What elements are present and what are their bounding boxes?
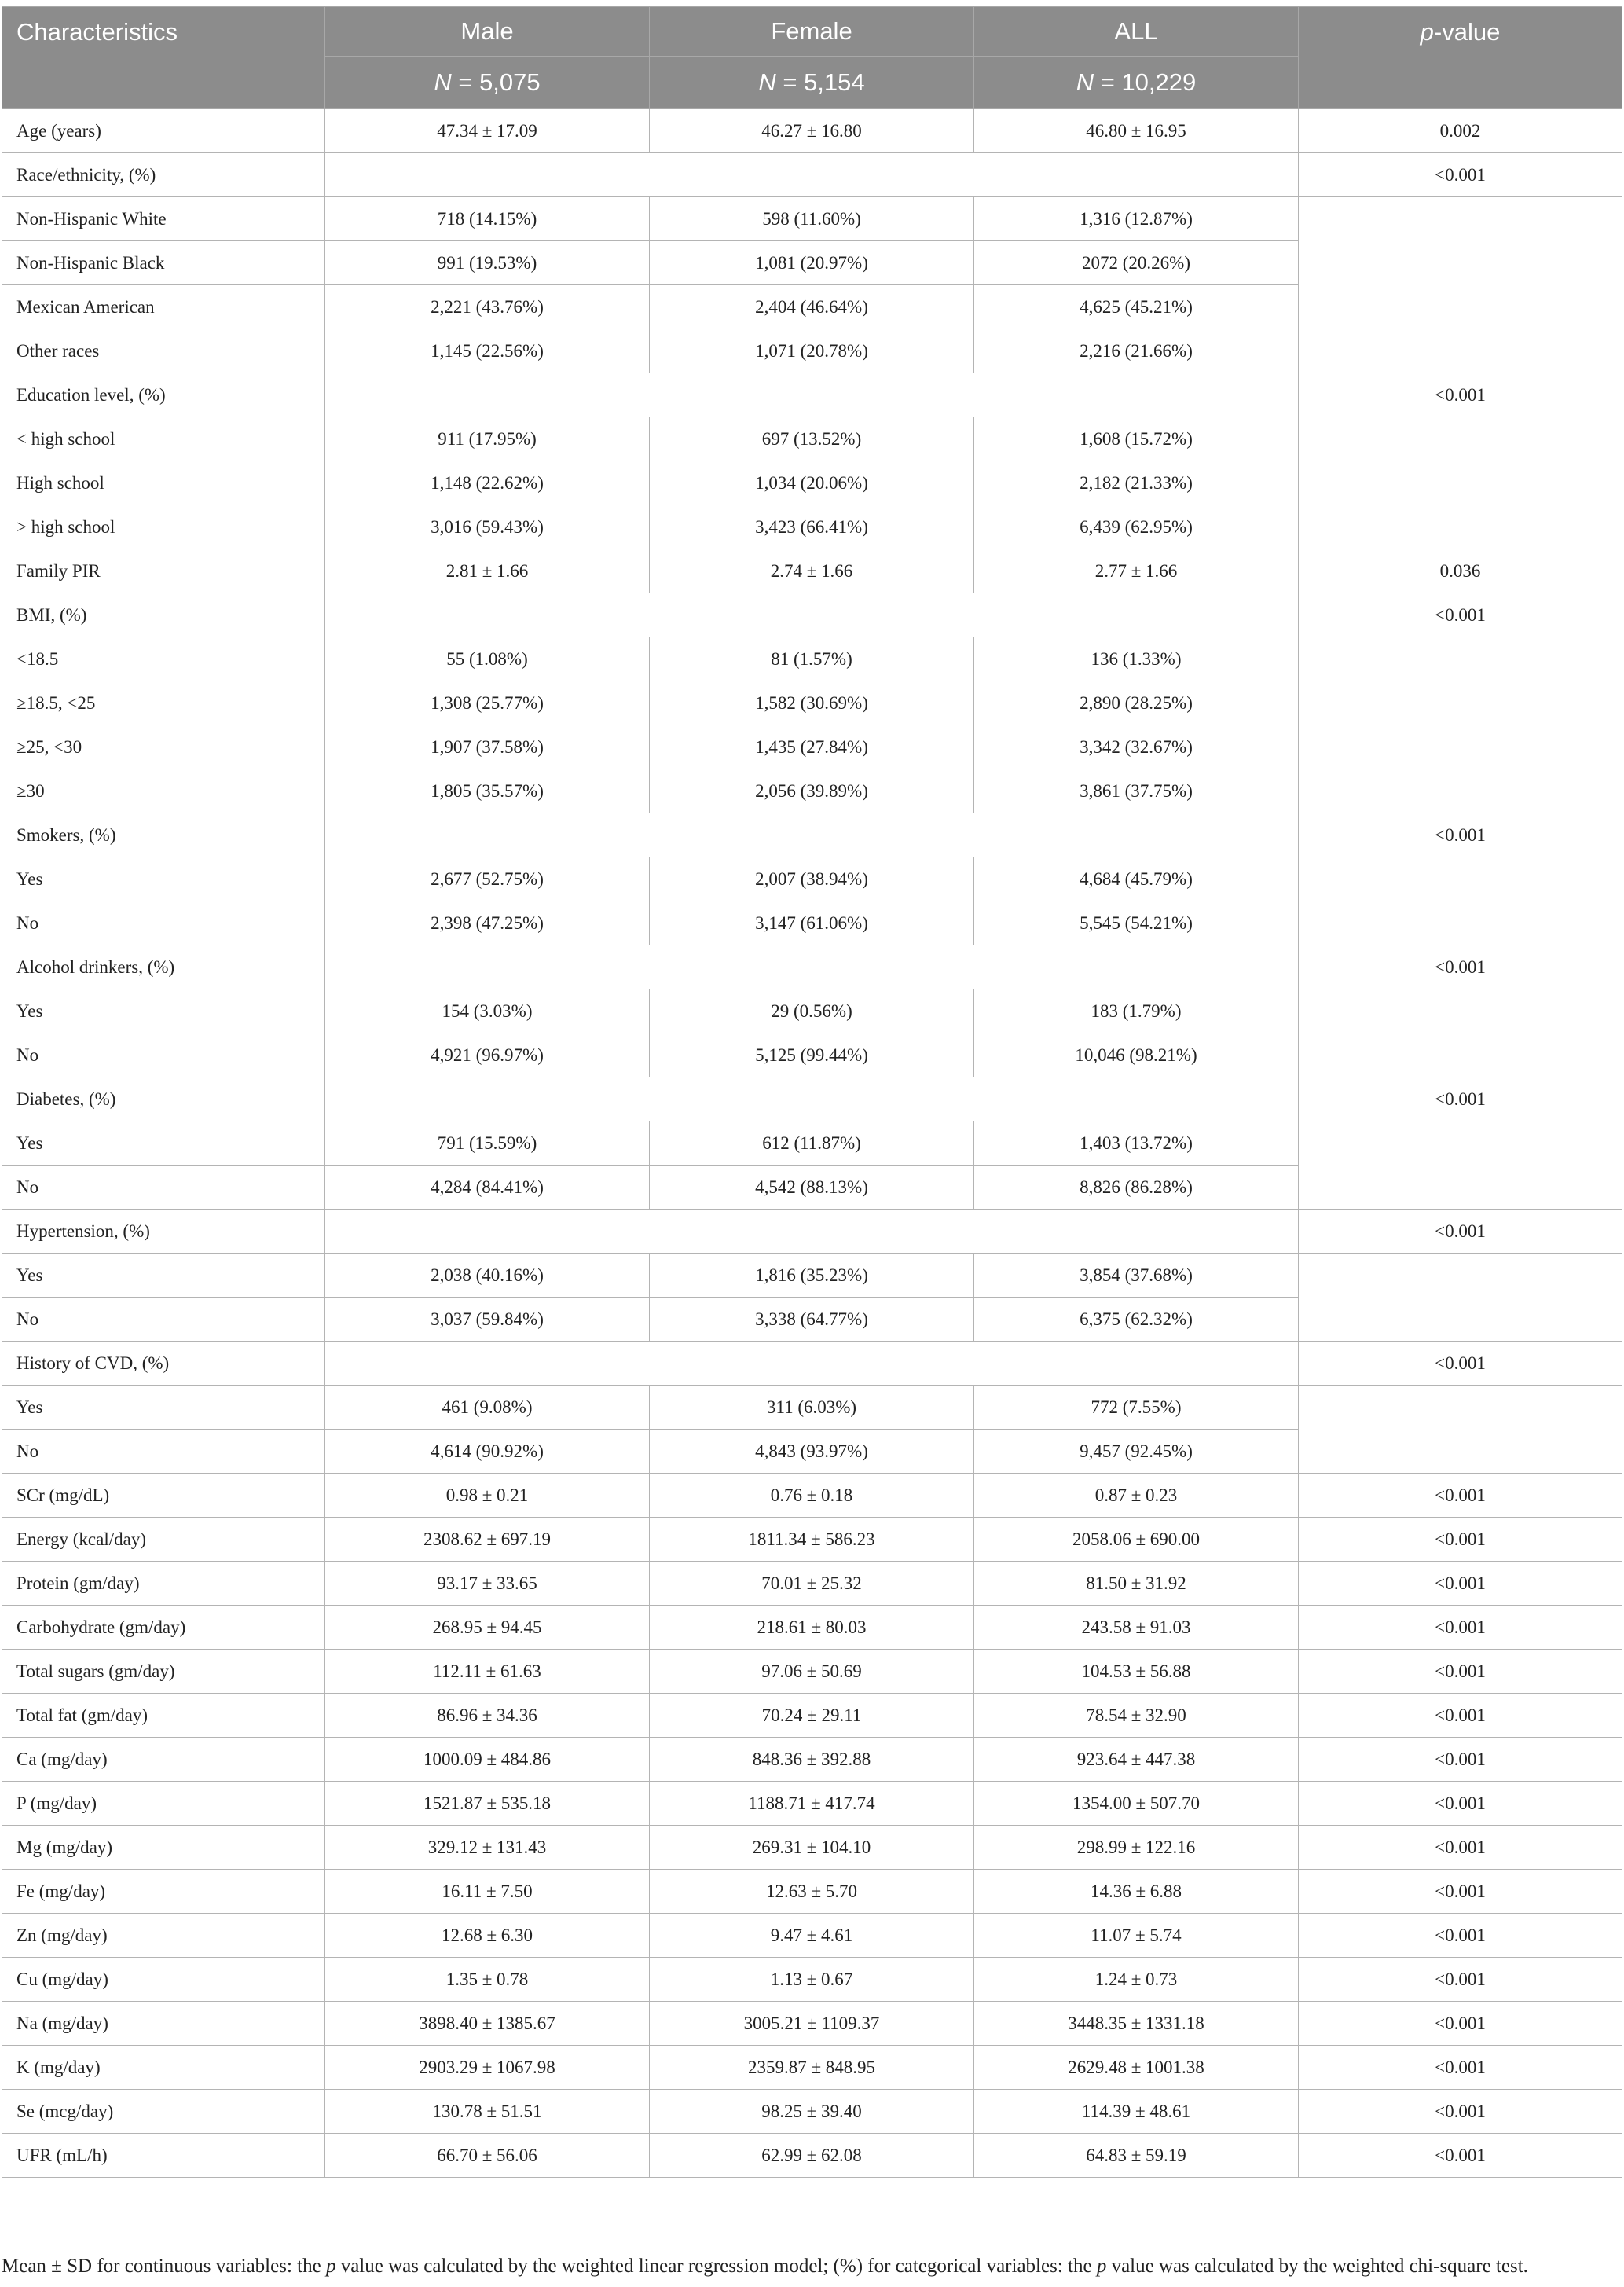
p-value-cell: <0.001: [1299, 1650, 1622, 1694]
all-cell: 14.36 ± 6.88: [974, 1870, 1299, 1914]
row-label: ≥18.5, <25: [2, 681, 325, 725]
p-value-cell: <0.001: [1299, 1342, 1622, 1386]
row-label: ≥30: [2, 769, 325, 813]
male-cell: 130.78 ± 51.51: [325, 2090, 650, 2134]
female-cell: 98.25 ± 39.40: [650, 2090, 974, 2134]
male-cell: 16.11 ± 7.50: [325, 1870, 650, 1914]
row-label: Yes: [2, 1121, 325, 1166]
row-label: Yes: [2, 989, 325, 1033]
row-label: No: [2, 1430, 325, 1474]
female-cell: 62.99 ± 62.08: [650, 2134, 974, 2178]
row-label: Na (mg/day): [2, 2002, 325, 2046]
table-row: [2, 989, 1622, 1033]
all-cell: 1,608 (15.72%): [974, 417, 1299, 461]
p-value-cell: 0.036: [1299, 549, 1622, 593]
row-label: No: [2, 1298, 325, 1342]
row-label: Smokers, (%): [2, 813, 325, 857]
row-label: Alcohol drinkers, (%): [2, 945, 325, 989]
female-cell: 70.24 ± 29.11: [650, 1694, 974, 1738]
group-row: [2, 945, 1622, 989]
all-cell: 1354.00 ± 507.70: [974, 1782, 1299, 1826]
header-male-n: N = 5,075: [325, 57, 650, 109]
female-cell: 12.63 ± 5.70: [650, 1870, 974, 1914]
all-cell: 183 (1.79%): [974, 989, 1299, 1033]
p-value-merged-cell: [1299, 1254, 1622, 1342]
male-cell: 911 (17.95%): [325, 417, 650, 461]
p-value-cell: <0.001: [1299, 153, 1622, 197]
row-label: History of CVD, (%): [2, 1342, 325, 1386]
group-row: [2, 1210, 1622, 1254]
row-label: Zn (mg/day): [2, 1914, 325, 1958]
female-cell: 9.47 ± 4.61: [650, 1914, 974, 1958]
row-label: K (mg/day): [2, 2046, 325, 2090]
n-label: N: [1076, 68, 1094, 96]
table-row: [2, 1606, 1622, 1650]
table-row: [2, 1694, 1622, 1738]
female-cell: 2359.87 ± 848.95: [650, 2046, 974, 2090]
female-cell: 1,816 (35.23%): [650, 1254, 974, 1298]
all-cell: 64.83 ± 59.19: [974, 2134, 1299, 2178]
row-label: Carbohydrate (gm/day): [2, 1606, 325, 1650]
row-label: No: [2, 1166, 325, 1210]
male-cell: 3,016 (59.43%): [325, 505, 650, 549]
group-spacer: [325, 1077, 1299, 1121]
all-cell: 11.07 ± 5.74: [974, 1914, 1299, 1958]
all-cell: 1,316 (12.87%): [974, 197, 1299, 241]
group-spacer: [325, 813, 1299, 857]
all-cell: 81.50 ± 31.92: [974, 1562, 1299, 1606]
male-cell: 4,921 (96.97%): [325, 1033, 650, 1077]
male-cell: 66.70 ± 56.06: [325, 2134, 650, 2178]
all-cell: 5,545 (54.21%): [974, 901, 1299, 945]
table-row: [2, 1254, 1622, 1298]
p-value-merged-cell: [1299, 197, 1622, 373]
p-value-cell: 0.002: [1299, 109, 1622, 153]
p-value-cell: <0.001: [1299, 1210, 1622, 1254]
table-row: [2, 857, 1622, 901]
header-characteristics: Characteristics: [2, 7, 325, 109]
p-value-cell: <0.001: [1299, 593, 1622, 637]
p-value-cell: <0.001: [1299, 2002, 1622, 2046]
row-label: Yes: [2, 1386, 325, 1430]
header-female-n: N = 5,154: [650, 57, 974, 109]
p-value-merged-cell: [1299, 417, 1622, 549]
female-cell: 3,338 (64.77%): [650, 1298, 974, 1342]
male-cell: 1,907 (37.58%): [325, 725, 650, 769]
p-value-merged-cell: [1299, 1121, 1622, 1210]
male-cell: 4,614 (90.92%): [325, 1430, 650, 1474]
row-label: SCr (mg/dL): [2, 1474, 325, 1518]
male-cell: 93.17 ± 33.65: [325, 1562, 650, 1606]
table-row: [2, 2134, 1622, 2178]
female-cell: 2,056 (39.89%): [650, 769, 974, 813]
p-value-cell: <0.001: [1299, 1077, 1622, 1121]
p-value-cell: <0.001: [1299, 1870, 1622, 1914]
table-row: [2, 549, 1622, 593]
header-female: Female: [650, 7, 974, 57]
male-cell: 3,037 (59.84%): [325, 1298, 650, 1342]
all-cell: 2,216 (21.66%): [974, 329, 1299, 373]
all-cell: 1.24 ± 0.73: [974, 1958, 1299, 2002]
p-value-cell: <0.001: [1299, 2046, 1622, 2090]
row-label: P (mg/day): [2, 1782, 325, 1826]
female-cell: 97.06 ± 50.69: [650, 1650, 974, 1694]
table-row: [2, 1826, 1622, 1870]
table-row: [2, 1958, 1622, 2002]
female-cell: 1.13 ± 0.67: [650, 1958, 974, 2002]
all-cell: 104.53 ± 56.88: [974, 1650, 1299, 1694]
male-cell: 55 (1.08%): [325, 637, 650, 681]
table-body: [2, 109, 1622, 2178]
male-cell: 3898.40 ± 1385.67: [325, 2002, 650, 2046]
all-cell: 3,854 (37.68%): [974, 1254, 1299, 1298]
all-cell: 3,861 (37.75%): [974, 769, 1299, 813]
male-cell: 329.12 ± 131.43: [325, 1826, 650, 1870]
table-row: [2, 1121, 1622, 1166]
all-cell: 2058.06 ± 690.00: [974, 1518, 1299, 1562]
all-cell: 4,625 (45.21%): [974, 285, 1299, 329]
table-row: [2, 2046, 1622, 2090]
row-label: ≥25, <30: [2, 725, 325, 769]
male-cell: 86.96 ± 34.36: [325, 1694, 650, 1738]
all-cell: 243.58 ± 91.03: [974, 1606, 1299, 1650]
female-cell: 4,843 (93.97%): [650, 1430, 974, 1474]
male-cell: 1,145 (22.56%): [325, 329, 650, 373]
table-row: [2, 637, 1622, 681]
table-row: [2, 1562, 1622, 1606]
row-label: High school: [2, 461, 325, 505]
male-cell: 1000.09 ± 484.86: [325, 1738, 650, 1782]
row-label: No: [2, 901, 325, 945]
female-cell: 81 (1.57%): [650, 637, 974, 681]
p-value-merged-cell: [1299, 989, 1622, 1077]
row-label: Yes: [2, 1254, 325, 1298]
all-cell: 3448.35 ± 1331.18: [974, 2002, 1299, 2046]
male-cell: 1521.87 ± 535.18: [325, 1782, 650, 1826]
header-all: ALL: [974, 7, 1299, 57]
row-label: Energy (kcal/day): [2, 1518, 325, 1562]
table-row: [2, 1738, 1622, 1782]
male-cell: 1,805 (35.57%): [325, 769, 650, 813]
row-label: Other races: [2, 329, 325, 373]
p-value-cell: <0.001: [1299, 1562, 1622, 1606]
p-value-cell: <0.001: [1299, 1694, 1622, 1738]
p-value-cell: <0.001: [1299, 1914, 1622, 1958]
female-cell: 70.01 ± 25.32: [650, 1562, 974, 1606]
female-cell: 1,034 (20.06%): [650, 461, 974, 505]
header-p-italic: p: [1420, 18, 1434, 46]
row-label: Mexican American: [2, 285, 325, 329]
header-all-n: N = 10,229: [974, 57, 1299, 109]
all-cell: 298.99 ± 122.16: [974, 1826, 1299, 1870]
all-cell: 46.80 ± 16.95: [974, 109, 1299, 153]
table-row: [2, 1782, 1622, 1826]
female-cell: 1,435 (27.84%): [650, 725, 974, 769]
p-value-cell: <0.001: [1299, 1738, 1622, 1782]
group-spacer: [325, 153, 1299, 197]
male-cell: 461 (9.08%): [325, 1386, 650, 1430]
all-cell: 2,182 (21.33%): [974, 461, 1299, 505]
female-cell: 4,542 (88.13%): [650, 1166, 974, 1210]
table-row: [2, 1474, 1622, 1518]
p-value-merged-cell: [1299, 1386, 1622, 1474]
header-p-rest: -value: [1433, 18, 1501, 46]
table-row: [2, 109, 1622, 153]
row-label: Ca (mg/day): [2, 1738, 325, 1782]
male-cell: 2903.29 ± 1067.98: [325, 2046, 650, 2090]
male-cell: 2.81 ± 1.66: [325, 549, 650, 593]
p-value-cell: <0.001: [1299, 1958, 1622, 2002]
row-label: Family PIR: [2, 549, 325, 593]
p-value-cell: <0.001: [1299, 2090, 1622, 2134]
table-row: [2, 197, 1622, 241]
row-label: Non-Hispanic Black: [2, 241, 325, 285]
female-cell: 1188.71 ± 417.74: [650, 1782, 974, 1826]
row-label: Cu (mg/day): [2, 1958, 325, 2002]
p-value-cell: <0.001: [1299, 1518, 1622, 1562]
all-cell: 6,375 (62.32%): [974, 1298, 1299, 1342]
all-cell: 2072 (20.26%): [974, 241, 1299, 285]
table-footnote: Mean ± SD for continuous variables: the p value was calculated by the weighted linear regression model; (%) for categorical variables: the p value was calculated by the weighted chi-square test.: [2, 2256, 1528, 2277]
all-cell: 0.87 ± 0.23: [974, 1474, 1299, 1518]
p-value-cell: <0.001: [1299, 813, 1622, 857]
all-cell: 772 (7.55%): [974, 1386, 1299, 1430]
female-cell: 3,147 (61.06%): [650, 901, 974, 945]
row-label: > high school: [2, 505, 325, 549]
all-cell: 9,457 (92.45%): [974, 1430, 1299, 1474]
all-cell: 6,439 (62.95%): [974, 505, 1299, 549]
female-cell: 2.74 ± 1.66: [650, 549, 974, 593]
female-cell: 3005.21 ± 1109.37: [650, 2002, 974, 2046]
male-cell: 2,038 (40.16%): [325, 1254, 650, 1298]
group-spacer: [325, 593, 1299, 637]
table-row: [2, 417, 1622, 461]
male-cell: 1,148 (22.62%): [325, 461, 650, 505]
male-cell: 791 (15.59%): [325, 1121, 650, 1166]
all-cell: 1,403 (13.72%): [974, 1121, 1299, 1166]
female-cell: 29 (0.56%): [650, 989, 974, 1033]
female-cell: 1,582 (30.69%): [650, 681, 974, 725]
group-row: [2, 813, 1622, 857]
female-cell: 697 (13.52%): [650, 417, 974, 461]
table-row: [2, 2002, 1622, 2046]
p-value-cell: <0.001: [1299, 945, 1622, 989]
all-cell: 10,046 (98.21%): [974, 1033, 1299, 1077]
female-cell: 5,125 (99.44%): [650, 1033, 974, 1077]
female-cell: 598 (11.60%): [650, 197, 974, 241]
table-row: [2, 2090, 1622, 2134]
row-label: Fe (mg/day): [2, 1870, 325, 1914]
female-cell: 2,404 (46.64%): [650, 285, 974, 329]
row-label: Diabetes, (%): [2, 1077, 325, 1121]
row-label: Protein (gm/day): [2, 1562, 325, 1606]
male-cell: 2,221 (43.76%): [325, 285, 650, 329]
all-cell: 136 (1.33%): [974, 637, 1299, 681]
n-label: N: [434, 68, 452, 96]
row-label: Non-Hispanic White: [2, 197, 325, 241]
male-cell: 0.98 ± 0.21: [325, 1474, 650, 1518]
p-value-cell: <0.001: [1299, 1474, 1622, 1518]
row-label: Se (mcg/day): [2, 2090, 325, 2134]
row-label: Hypertension, (%): [2, 1210, 325, 1254]
group-spacer: [325, 1342, 1299, 1386]
header-p-value: [1299, 7, 1622, 109]
n-label: N: [758, 68, 776, 96]
group-row: [2, 1077, 1622, 1121]
table-row: [2, 1914, 1622, 1958]
row-label: Age (years): [2, 109, 325, 153]
female-cell: 3,423 (66.41%): [650, 505, 974, 549]
all-cell: 8,826 (86.28%): [974, 1166, 1299, 1210]
row-label: < high school: [2, 417, 325, 461]
group-row: [2, 373, 1622, 417]
male-cell: 268.95 ± 94.45: [325, 1606, 650, 1650]
male-cell: 12.68 ± 6.30: [325, 1914, 650, 1958]
group-spacer: [325, 945, 1299, 989]
all-cell: 3,342 (32.67%): [974, 725, 1299, 769]
p-value-cell: <0.001: [1299, 2134, 1622, 2178]
p-value-merged-cell: [1299, 637, 1622, 813]
male-cell: 1,308 (25.77%): [325, 681, 650, 725]
all-cell: 2.77 ± 1.66: [974, 549, 1299, 593]
female-cell: 1,071 (20.78%): [650, 329, 974, 373]
row-label: Total sugars (gm/day): [2, 1650, 325, 1694]
all-cell: 114.39 ± 48.61: [974, 2090, 1299, 2134]
table-row: [2, 1386, 1622, 1430]
male-cell: 2,677 (52.75%): [325, 857, 650, 901]
table-row: [2, 1870, 1622, 1914]
group-spacer: [325, 373, 1299, 417]
female-cell: 1811.34 ± 586.23: [650, 1518, 974, 1562]
female-cell: 848.36 ± 392.88: [650, 1738, 974, 1782]
male-cell: 718 (14.15%): [325, 197, 650, 241]
row-label: Mg (mg/day): [2, 1826, 325, 1870]
all-cell: 2629.48 ± 1001.38: [974, 2046, 1299, 2090]
male-cell: 112.11 ± 61.63: [325, 1650, 650, 1694]
male-cell: 991 (19.53%): [325, 241, 650, 285]
row-label: BMI, (%): [2, 593, 325, 637]
table-row: [2, 1650, 1622, 1694]
female-cell: 311 (6.03%): [650, 1386, 974, 1430]
group-row: [2, 1342, 1622, 1386]
baseline-characteristics-table: [2, 6, 1622, 2178]
male-cell: 154 (3.03%): [325, 989, 650, 1033]
female-cell: 218.61 ± 80.03: [650, 1606, 974, 1650]
row-label: UFR (mL/h): [2, 2134, 325, 2178]
female-cell: 46.27 ± 16.80: [650, 109, 974, 153]
all-cell: 78.54 ± 32.90: [974, 1694, 1299, 1738]
male-cell: 47.34 ± 17.09: [325, 109, 650, 153]
p-value-cell: <0.001: [1299, 1782, 1622, 1826]
group-row: [2, 153, 1622, 197]
row-label: Race/ethnicity, (%): [2, 153, 325, 197]
row-label: Total fat (gm/day): [2, 1694, 325, 1738]
table-row: [2, 1518, 1622, 1562]
female-cell: 0.76 ± 0.18: [650, 1474, 974, 1518]
row-label: Education level, (%): [2, 373, 325, 417]
all-cell: 923.64 ± 447.38: [974, 1738, 1299, 1782]
female-cell: 269.31 ± 104.10: [650, 1826, 974, 1870]
female-cell: 612 (11.87%): [650, 1121, 974, 1166]
header-male: Male: [325, 7, 650, 57]
female-cell: 1,081 (20.97%): [650, 241, 974, 285]
male-cell: 2,398 (47.25%): [325, 901, 650, 945]
all-cell: 4,684 (45.79%): [974, 857, 1299, 901]
p-value-cell: <0.001: [1299, 1826, 1622, 1870]
male-cell: 4,284 (84.41%): [325, 1166, 650, 1210]
p-value-merged-cell: [1299, 857, 1622, 945]
female-cell: 2,007 (38.94%): [650, 857, 974, 901]
male-cell: 2308.62 ± 697.19: [325, 1518, 650, 1562]
p-value-cell: <0.001: [1299, 373, 1622, 417]
group-row: [2, 593, 1622, 637]
row-label: No: [2, 1033, 325, 1077]
row-label: Yes: [2, 857, 325, 901]
group-spacer: [325, 1210, 1299, 1254]
all-cell: 2,890 (28.25%): [974, 681, 1299, 725]
row-label: <18.5: [2, 637, 325, 681]
male-cell: 1.35 ± 0.78: [325, 1958, 650, 2002]
p-value-cell: <0.001: [1299, 1606, 1622, 1650]
